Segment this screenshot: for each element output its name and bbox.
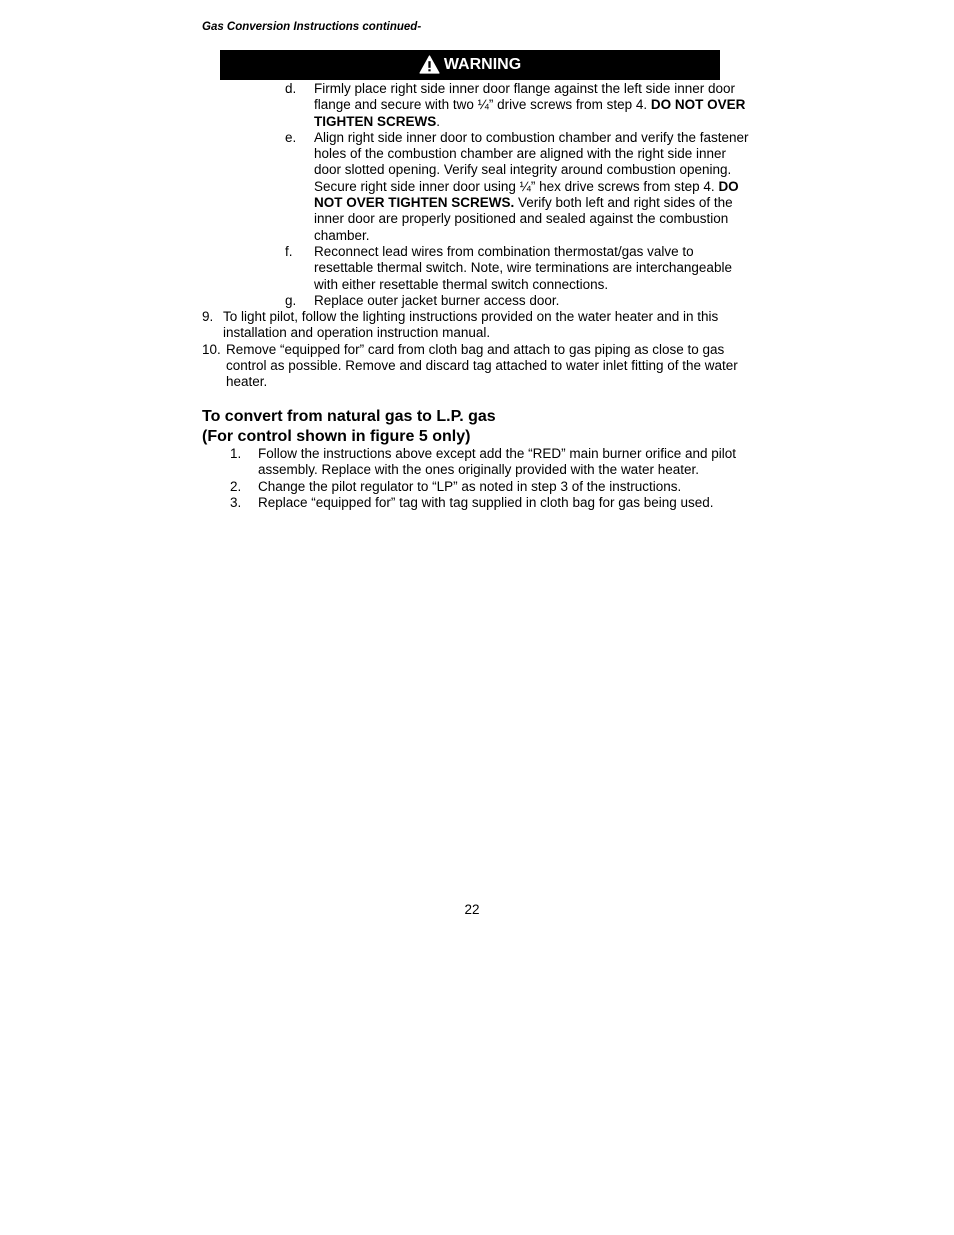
sub-step-d: [285, 81, 755, 130]
sub-step-g: [285, 293, 755, 309]
list-marker: d.: [285, 81, 297, 96]
convert-step-1: [230, 446, 750, 479]
list-item-text: To light pilot, follow the lighting instructions provided on the water heater and in this installation and operation instruction manual.: [223, 309, 719, 341]
main-step-list: [202, 309, 762, 390]
list-item-text: Remove “equipped for” card from cloth bag and attach to gas piping as close to gas control as possible. Remove and discard tag attached to water inlet fitting of the water heater.: [226, 341, 738, 390]
list-marker: 1.: [230, 446, 242, 461]
sub-step-f: [285, 244, 755, 293]
main-step-10: [202, 342, 762, 391]
section-heading-line: To convert from natural gas to L.P. gas: [202, 408, 496, 425]
step-text: Align right side inner door to combustion chamber and verify the fastener holes of the combustion chamber are aligned with the right side inner door slotted opening. Verify seal integrity around combustion opening. Secure right side inner door using ¼” hex drive screws from step 4.: [314, 129, 749, 194]
list-marker: 10.: [202, 341, 221, 357]
list-item-text: [314, 130, 755, 244]
convert-step-list: [230, 446, 750, 511]
list-marker: e.: [285, 129, 297, 145]
convert-step-2: [230, 479, 750, 495]
convert-step-3: [230, 495, 750, 511]
section-heading-line: (For control shown in figure 5 only): [202, 428, 471, 445]
list-marker: f.: [285, 243, 293, 259]
list-item-text: Reconnect lead wires from combination thermostat/gas valve to resettable thermal switch. Note, wire terminations are interchangeable with either resettable thermal switch connections.: [314, 243, 732, 292]
list-item-text: Follow the instructions above except add the “RED” main burner orifice and pilot assembly. Replace with the ones originally provided with the water heater.: [258, 446, 736, 478]
section-heading: [202, 407, 496, 447]
list-item-text: Replace “equipped for” tag with tag supplied in cloth bag for gas being used.: [258, 494, 714, 510]
running-header: Gas Conversion Instructions continued-: [202, 21, 422, 33]
step-text: Firmly place right side inner door flange against the left side inner door flange and secure with two ¼” drive screws from step 4.: [314, 81, 735, 113]
warning-banner: [220, 50, 720, 80]
list-item-text: Change the pilot regulator to “LP” as noted in step 3 of the instructions.: [258, 478, 682, 494]
step-text: Verify both left and right sides of the inner door are properly positioned and sealed against the combustion chamber.: [314, 195, 733, 243]
warning-label: WARNING: [443, 56, 522, 73]
list-marker: g.: [285, 292, 297, 308]
list-marker: 3.: [230, 494, 242, 510]
step-text: .: [436, 113, 441, 129]
sub-step-list: [285, 81, 755, 309]
list-marker: 2.: [230, 478, 242, 494]
list-marker: 9.: [202, 309, 214, 324]
sub-step-e: [285, 130, 755, 244]
warning-triangle-icon: [419, 55, 440, 74]
list-item-text: Replace outer jacket burner access door.: [314, 292, 560, 308]
list-item-text: [314, 81, 755, 130]
page-number: 22: [464, 902, 480, 917]
main-step-9: [202, 309, 762, 342]
caution-text: DO NOT OVER TIGHTEN SCREWS: [314, 97, 746, 129]
caution-text: DO NOT OVER TIGHTEN SCREWS.: [314, 178, 739, 211]
